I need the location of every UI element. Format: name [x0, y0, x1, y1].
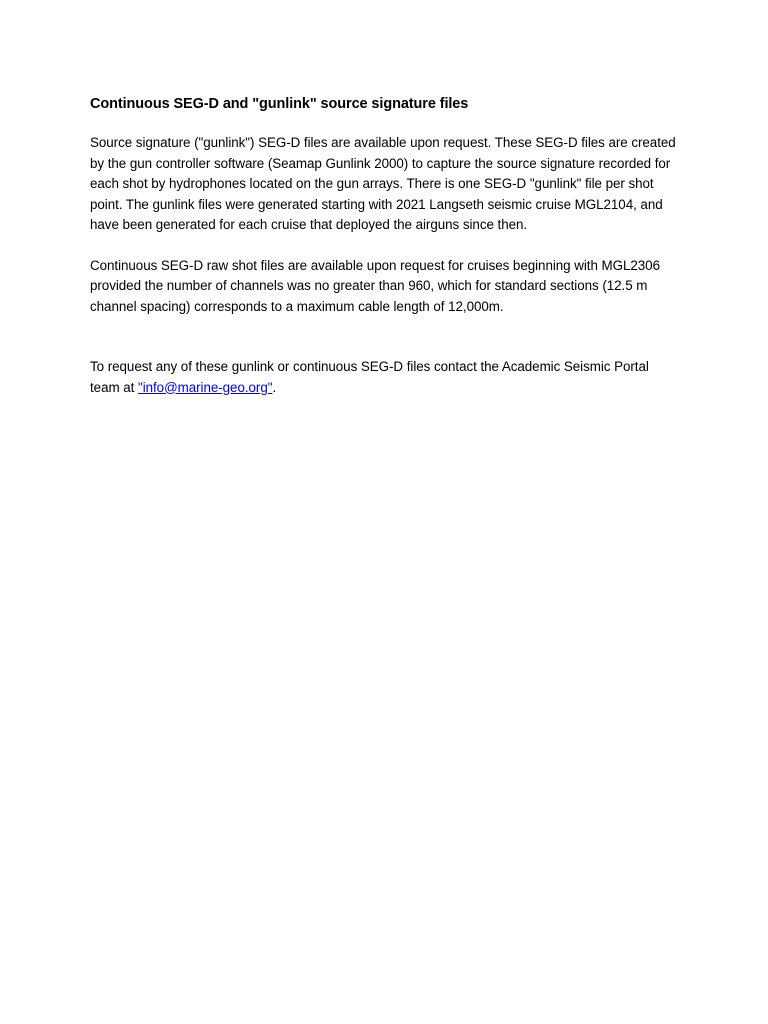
contact-trailing-period: . [272, 379, 277, 395]
document-title: Continuous SEG-D and "gunlink" source signature files [90, 96, 469, 112]
contact-text: To request any of these gunlink or continuous SEG-D files contact the Academic Seismic Portal team at [90, 359, 649, 395]
contact-paragraph [90, 357, 682, 398]
document-body [90, 93, 682, 418]
contact-email-link[interactable]: "info@marine-geo.org" [137, 379, 273, 395]
continuous-segd-paragraph: Continuous SEG-D raw shot files are available upon request for cruises beginning with MGL2306 provided the number of channels was no greater than 960, which for standard sections (12.5 m channel spacing) corresponds to a maximum cable length of 12,000m. [90, 257, 660, 314]
gunlink-description-paragraph: Source signature ("gunlink") SEG-D files are available upon request. These SEG-D files are created by the gun controller software (Seamap Gunlink 2000) to capture the source signature recorded for each shot by hydrophones located on the gun arrays. There is one SEG-D "gunlink" file per shot point. The gunlink files were generated starting with 2021 Langseth seismic cruise MGL2104, and have been generated for each cruise that deployed the airguns since then. [90, 135, 676, 232]
